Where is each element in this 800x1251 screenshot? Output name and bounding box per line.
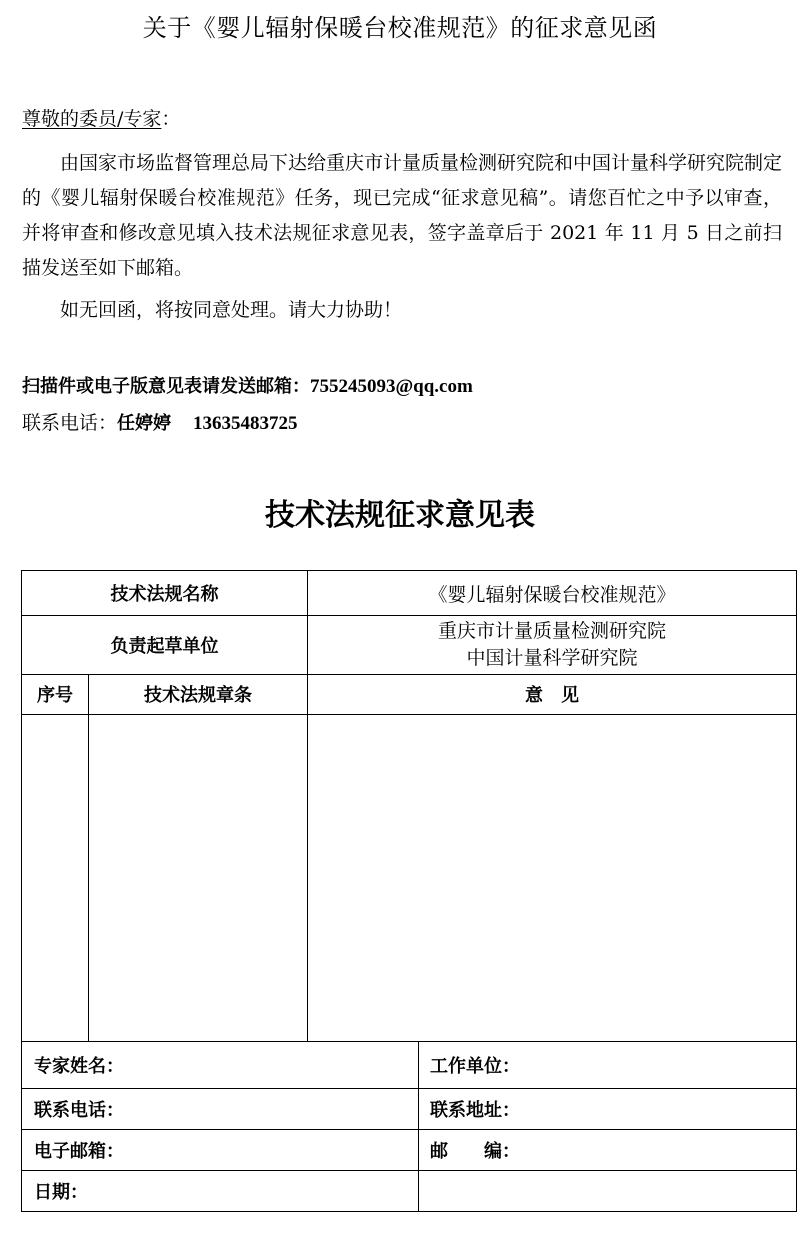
email-address: 755245093@qq.com [310, 376, 473, 397]
email-line [22, 372, 473, 398]
col-header-clause: 技术法规章条 [144, 685, 252, 706]
contact-name: 任婷婷 [117, 413, 172, 434]
drafter-unit-1: 重庆市计量质量检测研究院 [437, 619, 666, 642]
work-unit-field[interactable]: 工作单位： [430, 1056, 520, 1077]
opinion-entry-cell[interactable] [308, 715, 796, 1041]
letter-paragraph-2: 如无回函，将按同意处理。请大力协助！ [60, 299, 403, 321]
col-header-number: 序号 [37, 685, 73, 706]
phone-line [22, 408, 298, 435]
opinion-form [21, 570, 797, 1212]
phone-field[interactable]: 联系电话： [34, 1100, 124, 1121]
salutation-punct: ： [161, 108, 181, 130]
number-entry-cell[interactable] [22, 715, 88, 1041]
col-divider [418, 1041, 419, 1212]
regulation-name-label: 技术法规名称 [110, 584, 219, 605]
drafter-label: 负责起草单位 [110, 635, 219, 657]
contact-phone: 13635483725 [193, 413, 298, 434]
form-title: 技术法规征求意见表 [265, 498, 535, 533]
clause-entry-cell[interactable] [89, 715, 307, 1041]
phone-label: 联系电话： [22, 412, 118, 434]
postcode-field[interactable]: 邮 编： [430, 1141, 520, 1162]
email-field[interactable]: 电子邮箱： [34, 1141, 124, 1162]
salutation-text: 尊敬的委员/专家 [22, 108, 162, 130]
letter-paragraph-1: 由国家市场监督管理总局下达给重庆市计量质量检测研究院和中国计量科学研究院制定的《婴儿辐射保暖台校准规范》任务，现已完成“征求意见稿”。请您百忙之中予以审查，并将审查和修改意见填入技术法规征求意见表，签字盖章后于 2021 年 11 月 5 日之前扫描发送至如下邮箱。 [22, 152, 783, 279]
expert-name-field[interactable]: 专家姓名： [34, 1056, 124, 1077]
drafter-values [308, 615, 796, 674]
col-header-opinion: 意 见 [525, 685, 579, 706]
date-field[interactable]: 日期： [34, 1182, 88, 1203]
letter-title: 关于《婴儿辐射保暖台校准规范》的征求意见函 [142, 14, 658, 42]
drafter-unit-2: 中国计量科学研究院 [466, 646, 638, 669]
regulation-name-value: 《婴儿辐射保暖台校准规范》 [428, 583, 676, 606]
address-field[interactable]: 联系地址： [430, 1100, 520, 1121]
email-label: 扫描件或电子版意见表请发送邮箱： [22, 376, 310, 397]
salutation [22, 104, 180, 131]
blank-footer-cell [430, 1171, 790, 1211]
